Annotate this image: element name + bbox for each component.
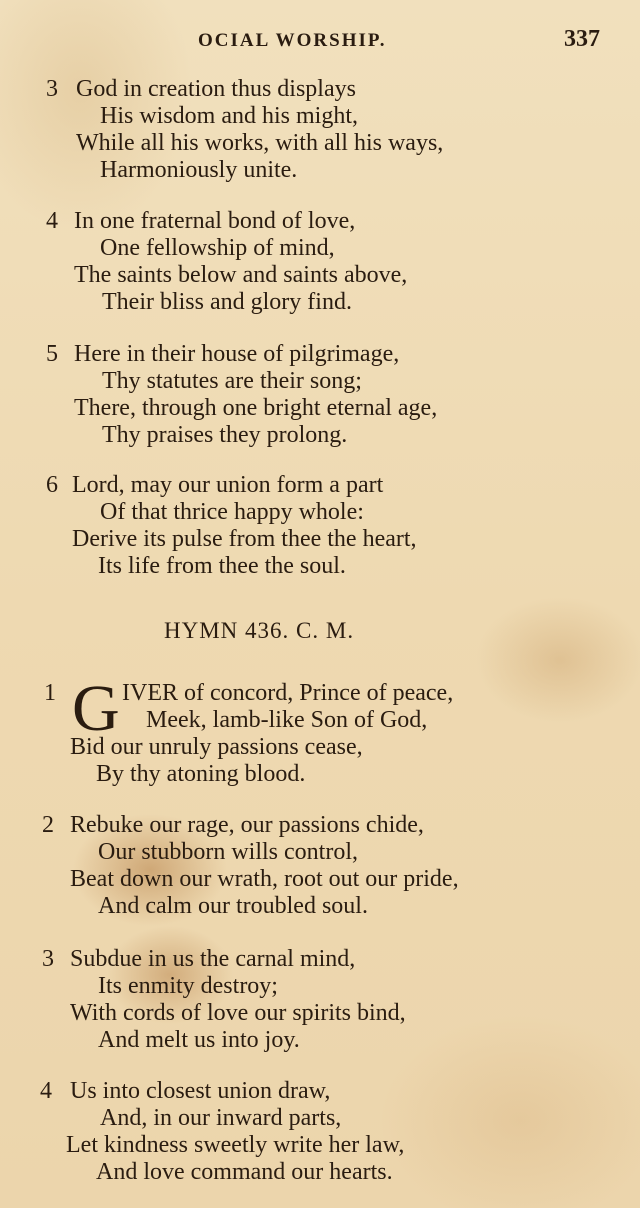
verse-line: Rebuke our rage, our passions chide, <box>70 812 424 838</box>
stanza-number: 3 <box>46 76 58 102</box>
verse-line: The saints below and saints above, <box>74 262 408 288</box>
verse-line: IVER of concord, Prince of peace, <box>122 680 454 706</box>
verse-line: Beat down our wrath, root out our pride, <box>70 866 459 892</box>
verse-line: God in creation thus displays <box>76 76 356 102</box>
verse-line: There, through one bright eternal age, <box>74 395 438 421</box>
verse-line: One fellowship of mind, <box>100 235 335 261</box>
stanza-number: 4 <box>46 208 58 234</box>
verse-line: And melt us into joy. <box>98 1027 300 1053</box>
stanza-number: 2 <box>42 812 54 838</box>
verse-line: And calm our troubled soul. <box>98 893 368 919</box>
hymn-title: HYMN 436. C. M. <box>164 618 355 643</box>
verse-line: Subdue in us the carnal mind, <box>70 946 356 972</box>
running-head: OCIAL WORSHIP. <box>198 30 387 51</box>
verse-line: Thy praises they prolong. <box>102 422 348 448</box>
verse-line: Thy statutes are their song; <box>102 368 362 394</box>
verse-line: Of that thrice happy whole: <box>100 499 364 525</box>
verse-line: And love command our hearts. <box>96 1159 393 1185</box>
page-number: 337 <box>564 26 600 52</box>
verse-line: By thy atoning blood. <box>96 761 306 787</box>
verse-line: With cords of love our spirits bind, <box>70 1000 406 1026</box>
stanza-number: 4 <box>40 1078 52 1104</box>
stanza-number: 5 <box>46 341 58 367</box>
drop-cap: G <box>72 672 120 745</box>
verse-line: Let kindness sweetly write her law, <box>66 1132 405 1158</box>
verse-line: Here in their house of pilgrimage, <box>74 341 400 367</box>
stanza-number: 3 <box>42 946 54 972</box>
verse-line: Their bliss and glory find. <box>102 289 352 315</box>
verse-line: Our stubborn wills control, <box>98 839 358 865</box>
verse-line: In one fraternal bond of love, <box>74 208 356 234</box>
verse-line: While all his works, with all his ways, <box>76 130 444 156</box>
verse-line: Us into closest union draw, <box>70 1078 331 1104</box>
verse-line: His wisdom and his might, <box>100 103 359 129</box>
verse-line: And, in our inward parts, <box>100 1105 342 1131</box>
verse-line: Harmoniously unite. <box>100 157 298 183</box>
stanza-number: 6 <box>46 472 58 498</box>
verse-line: Derive its pulse from thee the heart, <box>72 526 417 552</box>
verse-line: Its enmity destroy; <box>98 973 278 999</box>
verse-line: Meek, lamb-like Son of God, <box>146 707 428 733</box>
verse-line: Lord, may our union form a part <box>72 472 384 498</box>
verse-line: Its life from thee the soul. <box>98 553 346 579</box>
stanza-number: 1 <box>44 680 56 706</box>
verse-line: Bid our unruly passions cease, <box>70 734 363 760</box>
